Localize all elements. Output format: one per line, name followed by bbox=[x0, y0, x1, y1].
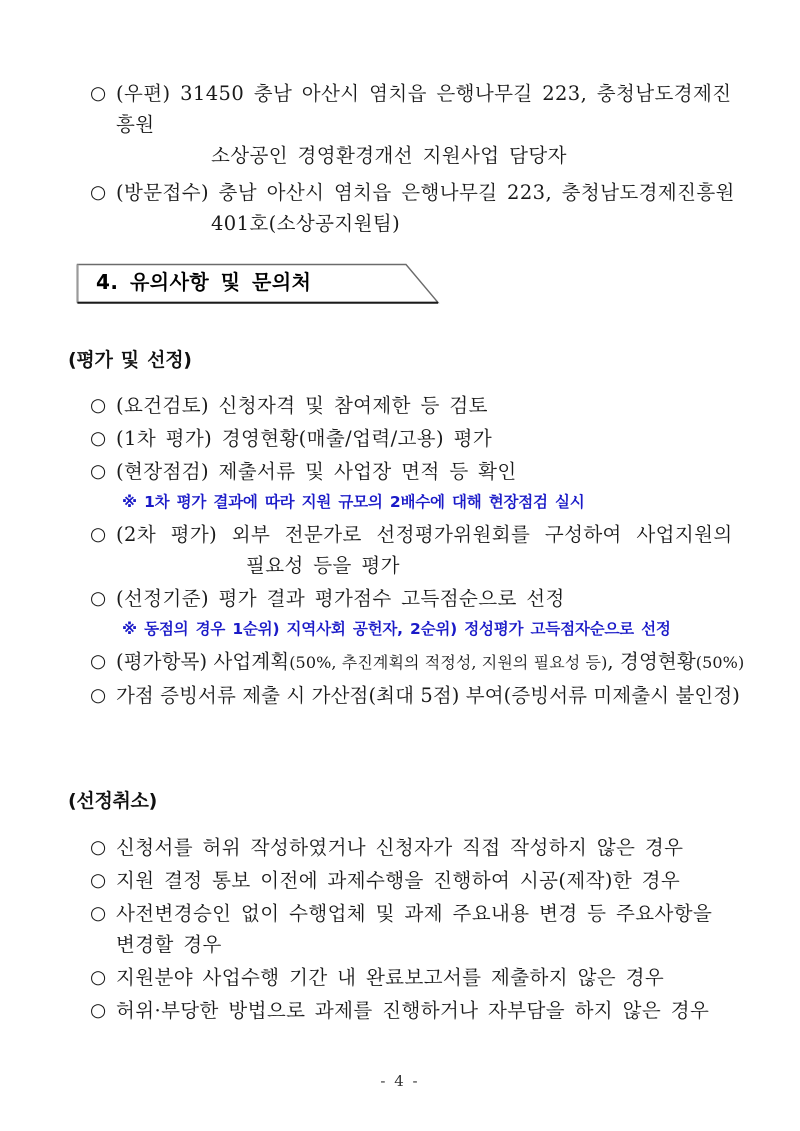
list-item-text bbox=[116, 898, 748, 960]
list-item-line: 변경할 경우 bbox=[116, 933, 222, 956]
scoring-middle: , 경영현황 bbox=[607, 650, 696, 673]
list-item bbox=[0, 680, 800, 711]
list-item bbox=[0, 583, 800, 614]
list-item bbox=[0, 995, 800, 1026]
list-bullet-icon: ○ bbox=[90, 395, 107, 416]
list-item bbox=[0, 390, 800, 421]
list-item-line: 401호(소상공지원팀) bbox=[211, 212, 401, 235]
list-item-line: (2차 평가) 외부 전문가로 선정평가위원회를 구성하여 사업지원의 bbox=[116, 523, 733, 546]
subsection-heading-evaluation: (평가 및 선정) bbox=[68, 349, 192, 371]
list-item-text bbox=[116, 78, 748, 171]
list-item bbox=[0, 832, 800, 863]
list-bullet-icon: ○ bbox=[90, 461, 107, 482]
list-item-text bbox=[116, 177, 748, 239]
list-item-line: 소상공인 경영환경개선 지원사업 담당자 bbox=[211, 144, 567, 167]
scoring-prefix: (평가항목) 사업계획 bbox=[116, 650, 290, 673]
list-item bbox=[0, 456, 800, 487]
note-highlight-2: ※ 동점의 경우 1순위) 지역사회 공헌자, 2순위) 정성평가 고득점자순으로 선정 bbox=[122, 620, 671, 638]
list-item-text: (현장점검) 제출서류 및 사업장 면적 등 확인 bbox=[116, 460, 517, 483]
section-title: 4. 유의사항 및 문의처 bbox=[96, 270, 312, 294]
list-bullet-icon: ○ bbox=[90, 524, 107, 545]
list-item bbox=[0, 962, 800, 993]
list-bullet-icon: ○ bbox=[90, 870, 107, 891]
list-item bbox=[0, 519, 800, 581]
note-highlight-1: ※ 1차 평가 결과에 따라 지원 규모의 2배수에 대해 현장점검 실시 bbox=[122, 493, 585, 511]
list-bullet-icon: ○ bbox=[90, 837, 107, 858]
list-bullet-icon: ○ bbox=[90, 685, 107, 706]
list-bullet-icon: ○ bbox=[90, 182, 107, 203]
list-item-text: 허위·부당한 방법으로 과제를 진행하거나 자부담을 하지 않은 경우 bbox=[116, 999, 710, 1022]
list-item-line: 필요성 등을 평가 bbox=[246, 554, 400, 577]
list-bullet-icon: ○ bbox=[90, 428, 107, 449]
page-number: - 4 - bbox=[380, 1072, 420, 1090]
subsection-heading-cancellation: (선정취소) bbox=[68, 790, 157, 812]
list-bullet-icon: ○ bbox=[90, 651, 107, 672]
list-item-text: (요건검토) 신청자격 및 참여제한 등 검토 bbox=[116, 394, 488, 417]
list-bullet-icon: ○ bbox=[90, 83, 107, 104]
list-item-line: (방문접수) 충남 아산시 염치읍 은행나무길 223, 충청남도경제진흥원 bbox=[116, 181, 735, 204]
evaluation-list bbox=[0, 390, 800, 713]
list-item-text bbox=[116, 646, 748, 678]
list-item-text bbox=[116, 519, 748, 581]
list-item-text: (선정기준) 평가 결과 평가점수 고득점순으로 선정 bbox=[116, 587, 565, 610]
list-bullet-icon: ○ bbox=[90, 588, 107, 609]
list-item bbox=[0, 865, 800, 896]
list-item-line: 사전변경승인 없이 수행업체 및 과제 주요내용 변경 등 주요사항을 bbox=[116, 902, 713, 925]
list-item-text: (1차 평가) 경영현황(매출/업력/고용) 평가 bbox=[116, 427, 493, 450]
list-item-line: (우편) 31450 충남 아산시 염치읍 은행나무길 223, 충청남도경제진흥원 bbox=[116, 82, 732, 136]
scoring-paren-2: (50%) bbox=[695, 653, 745, 672]
list-item bbox=[0, 423, 800, 454]
list-item bbox=[0, 646, 800, 678]
scoring-paren-1: (50%, 추진계획의 적정성, 지원의 필요성 등) bbox=[289, 653, 608, 672]
list-item bbox=[0, 78, 800, 171]
list-bullet-icon: ○ bbox=[90, 1000, 107, 1021]
section-banner bbox=[76, 262, 446, 306]
list-item-text: 지원 결정 통보 이전에 과제수행을 진행하여 시공(제작)한 경우 bbox=[116, 869, 681, 892]
list-item-text: 가점 증빙서류 제출 시 가산점(최대 5점) 부여(증빙서류 미제출시 불인정) bbox=[116, 684, 740, 707]
list-bullet-icon: ○ bbox=[90, 903, 107, 924]
list-bullet-icon: ○ bbox=[90, 967, 107, 988]
list-item bbox=[0, 898, 800, 960]
list-item-text: 지원분야 사업수행 기간 내 완료보고서를 제출하지 않은 경우 bbox=[116, 966, 665, 989]
list-item bbox=[0, 177, 800, 239]
contact-block bbox=[0, 78, 800, 241]
list-item-text: 신청서를 허위 작성하였거나 신청자가 직접 작성하지 않은 경우 bbox=[116, 836, 684, 859]
cancellation-list bbox=[0, 832, 800, 1028]
